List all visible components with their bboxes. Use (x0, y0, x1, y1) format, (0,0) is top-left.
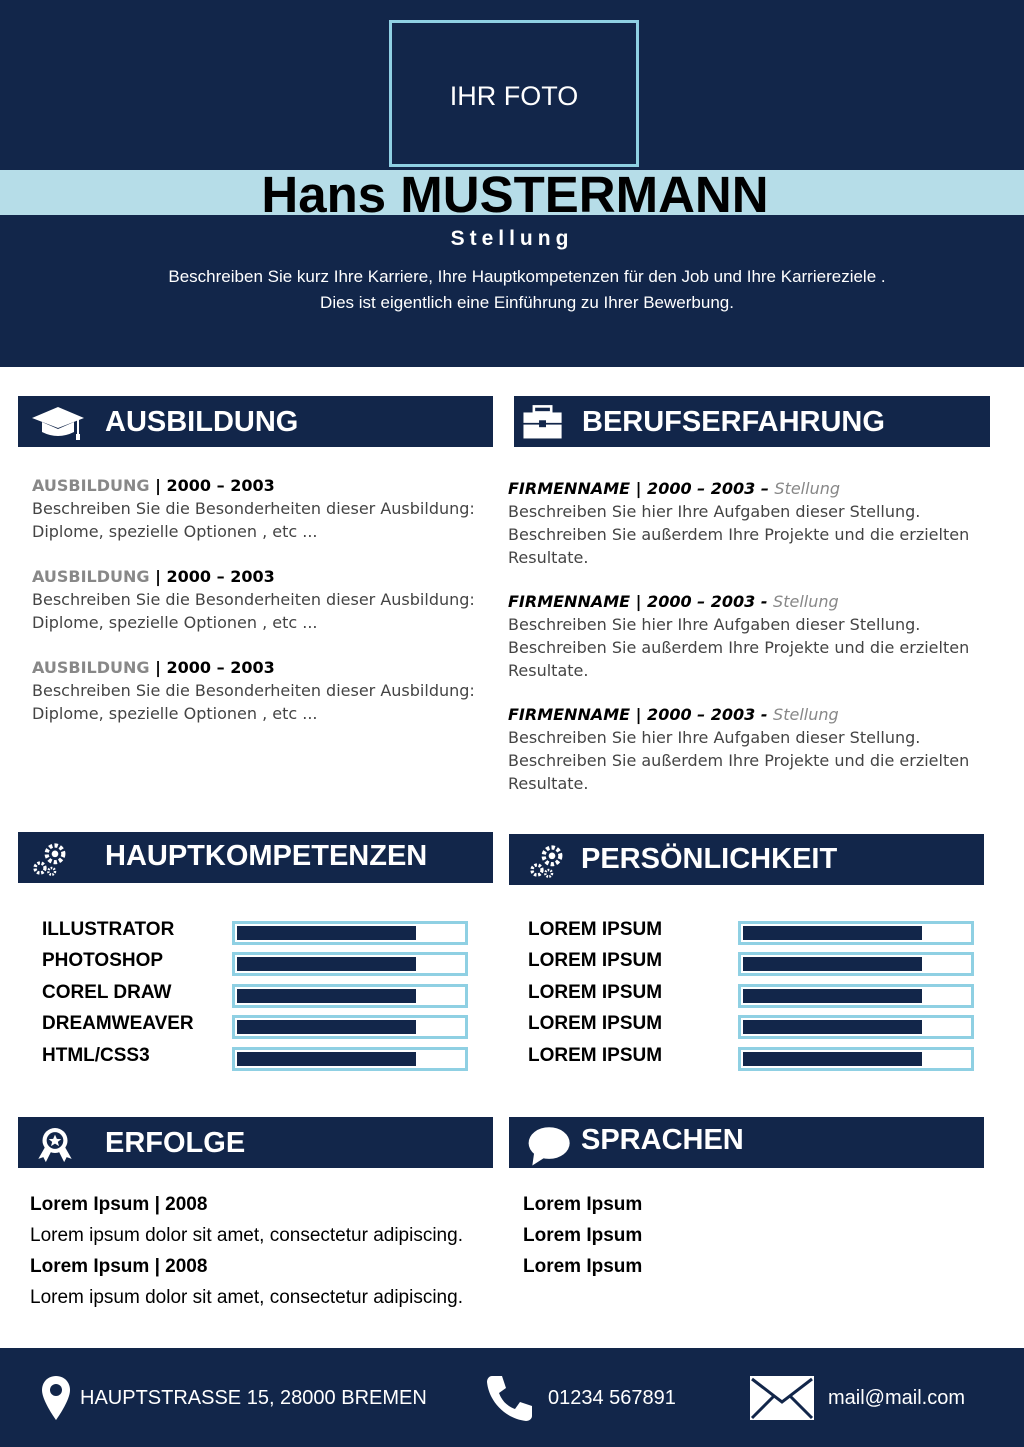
phone-icon (484, 1372, 536, 1424)
achievement-heading: Lorem Ipsum | 2008 (30, 1194, 208, 1215)
section-title: AUSBILDUNG (105, 406, 299, 438)
footer-email: mail@mail.com (828, 1387, 965, 1409)
education-entry-line: Diplome, spezielle Optionen , etc ... (32, 704, 318, 723)
skill-label: PHOTOSHOP (42, 950, 164, 971)
section-title: BERUFSERFAHRUNG (582, 406, 885, 438)
achievement-text: Lorem ipsum dolor sit amet, consectetur adipiscing. (30, 1287, 463, 1308)
section-title: SPRACHEN (581, 1124, 744, 1156)
education-entry-heading: AUSBILDUNG | 2000 – 2003 (32, 476, 275, 495)
skill-bar-fill (237, 989, 416, 1003)
envelope-icon (748, 1374, 816, 1422)
skill-label: COREL DRAW (42, 982, 172, 1003)
award-ribbon-icon (30, 1119, 80, 1167)
education-header (18, 396, 493, 447)
experience-entry (508, 703, 978, 795)
skill-bar (232, 921, 468, 945)
experience-entry-line: Beschreiben Sie hier Ihre Aufgaben dieser Stellung. (508, 502, 921, 521)
experience-entry-line: Resultate. (508, 548, 589, 567)
skill-label: HTML/CSS3 (42, 1045, 150, 1066)
experience-entry-line: Beschreiben Sie hier Ihre Aufgaben dieser Stellung. (508, 615, 921, 634)
personality-bar (738, 1047, 974, 1071)
personality-bar-fill (743, 926, 922, 940)
photo-placeholder (389, 20, 639, 167)
location-pin-icon (40, 1374, 72, 1422)
personality-bar-fill (743, 989, 922, 1003)
footer-phone: 01234 567891 (548, 1387, 676, 1409)
experience-entry-line: Resultate. (508, 774, 589, 793)
gears-icon (30, 835, 80, 881)
personality-bar-fill (743, 957, 922, 971)
skill-bar (232, 984, 468, 1008)
education-entry-line: Diplome, spezielle Optionen , etc ... (32, 522, 318, 541)
education-entry-line: Beschreiben Sie die Besonderheiten dieser Ausbildung: (32, 681, 475, 700)
skill-bar-fill (237, 1052, 416, 1066)
skill-bar (232, 952, 468, 976)
personality-bar-fill (743, 1020, 922, 1034)
experience-entry (508, 590, 978, 682)
skill-bar (232, 1015, 468, 1039)
languages-header (509, 1117, 984, 1168)
section-title: PERSÖNLICHKEIT (581, 843, 838, 875)
experience-entry-line: Beschreiben Sie außerdem Ihre Projekte und die erzielten (508, 751, 970, 770)
skill-bar-fill (237, 926, 416, 940)
job-title: Stellung (450, 227, 574, 250)
experience-entry-heading: FIRMENNAME | 2000 – 2003 - Stellung (508, 592, 839, 611)
personality-header (509, 834, 984, 885)
achievement-heading: Lorem Ipsum | 2008 (30, 1256, 208, 1277)
experience-entry-heading: FIRMENNAME | 2000 – 2003 - Stellung (508, 705, 839, 724)
achievement-text: Lorem ipsum dolor sit amet, consectetur adipiscing. (30, 1225, 463, 1246)
skills-header (18, 832, 493, 883)
skill-bar (232, 1047, 468, 1071)
education-entry-line: Beschreiben Sie die Besonderheiten dieser Ausbildung: (32, 499, 475, 518)
personality-bar (738, 984, 974, 1008)
personality-label: LOREM IPSUM (528, 919, 663, 940)
section-title: ERFOLGE (105, 1127, 246, 1159)
experience-entry-line: Beschreiben Sie hier Ihre Aufgaben dieser Stellung. (508, 728, 921, 747)
personality-label: LOREM IPSUM (528, 1045, 663, 1066)
experience-entry (508, 477, 978, 569)
skill-label: ILLUSTRATOR (42, 919, 175, 940)
personality-label: LOREM IPSUM (528, 982, 663, 1003)
personality-label: LOREM IPSUM (528, 1013, 663, 1034)
personality-bar (738, 921, 974, 945)
language-item: Lorem Ipsum (523, 1256, 643, 1277)
skill-bar-fill (237, 957, 416, 971)
education-entry (32, 656, 482, 725)
language-item: Lorem Ipsum (523, 1194, 643, 1215)
skill-label: DREAMWEAVER (42, 1013, 194, 1034)
gears-icon (527, 837, 577, 883)
experience-entry-heading: FIRMENNAME | 2000 – 2003 – Stellung (508, 479, 841, 498)
achievements-header (18, 1117, 493, 1168)
experience-entry-line: Beschreiben Sie außerdem Ihre Projekte und die erzielten (508, 638, 970, 657)
footer-address: HAUPTSTRASSE 15, 28000 BREMEN (80, 1387, 427, 1409)
experience-entry-line: Resultate. (508, 661, 589, 680)
candidate-name: Hans MUSTERMANN (261, 166, 769, 223)
intro-line: Beschreiben Sie kurz Ihre Karriere, Ihre Hauptkompetenzen für den Job und Ihre Karriereziele . (168, 267, 886, 286)
personality-bar (738, 952, 974, 976)
skill-bar-fill (237, 1020, 416, 1034)
education-entry-line: Diplome, spezielle Optionen , etc ... (32, 613, 318, 632)
experience-header (514, 396, 990, 447)
briefcase-icon (520, 401, 572, 443)
section-title: HAUPTKOMPETENZEN (105, 840, 428, 872)
photo-label: IHR FOTO (449, 81, 579, 111)
education-entry-heading: AUSBILDUNG | 2000 – 2003 (32, 567, 275, 586)
experience-entry-line: Beschreiben Sie außerdem Ihre Projekte und die erzielten (508, 525, 970, 544)
personality-bar-fill (743, 1052, 922, 1066)
education-entry (32, 565, 482, 634)
personality-label: LOREM IPSUM (528, 950, 663, 971)
speech-bubble-icon (523, 1119, 579, 1169)
education-entry-line: Beschreiben Sie die Besonderheiten dieser Ausbildung: (32, 590, 475, 609)
footer (0, 1348, 1024, 1447)
intro-line: Dies ist eigentlich eine Einführung zu Ihrer Bewerbung. (320, 293, 734, 312)
language-item: Lorem Ipsum (523, 1225, 643, 1246)
education-entry (32, 474, 482, 543)
graduation-cap-icon (28, 401, 88, 443)
education-entry-heading: AUSBILDUNG | 2000 – 2003 (32, 658, 275, 677)
personality-bar (738, 1015, 974, 1039)
intro-text (60, 264, 994, 316)
